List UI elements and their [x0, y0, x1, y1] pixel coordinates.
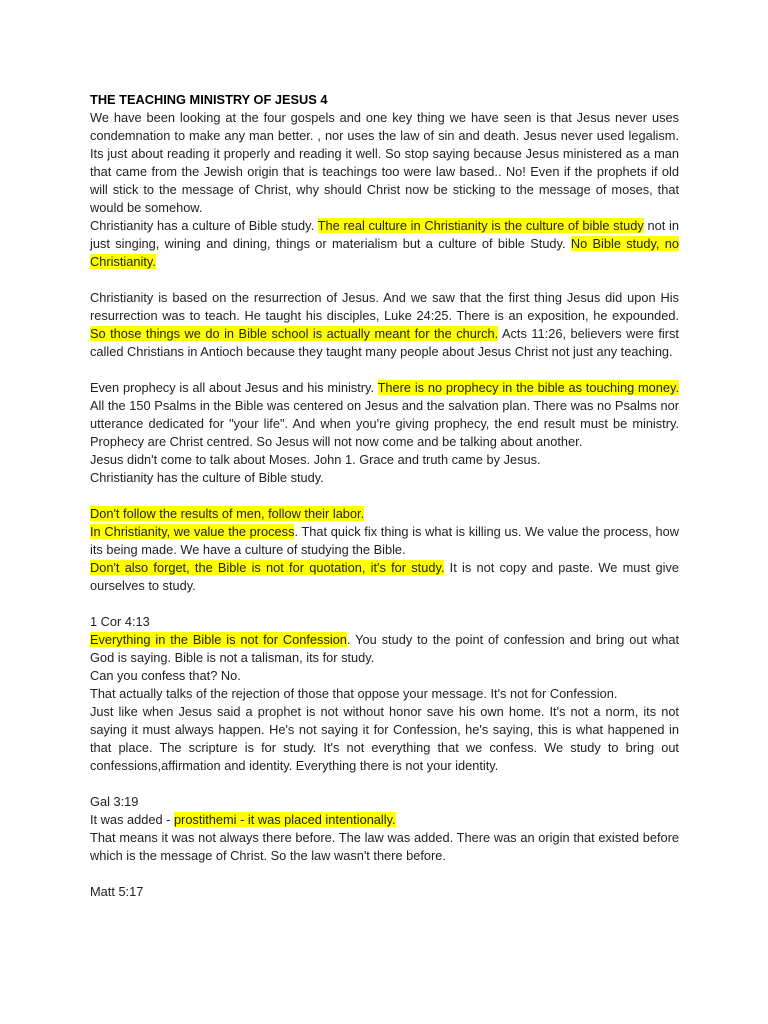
- text-run: Matt 5:17: [90, 884, 144, 899]
- highlighted-text: The real culture in Christianity is the culture of bible study: [317, 218, 644, 233]
- text-run: Gal 3:19: [90, 794, 139, 809]
- paragraph: [90, 793, 679, 811]
- document-body: [90, 109, 679, 901]
- paragraph-gap: [90, 487, 679, 505]
- paragraph: [90, 451, 679, 469]
- paragraph: [90, 613, 679, 631]
- text-run: We have been looking at the four gospels and one key thing we have seen is that Jesus never uses condemnation to make any man better. , nor uses the law of sin and death. Jesus never used legalism. Its just about reading it properly and reading it well. So stop saying because Jesus ministered as a man that came from the Jewish origin that is teachings too were law based.. No! Even if the prophets if old will stick to the message of Christ, why should Christ now be sticking to the message of moses, that would be somehow.: [90, 110, 679, 215]
- text-run: Jesus didn't come to talk about Moses. John 1. Grace and truth came by Jesus.: [90, 452, 541, 467]
- text-run: That means it was not always there before. The law was added. There was an origin that existed before which is the message of Christ. So the law wasn't there before.: [90, 830, 679, 863]
- paragraph: [90, 109, 679, 217]
- paragraph: [90, 379, 679, 451]
- paragraph: [90, 685, 679, 703]
- text-run: Can you confess that? No.: [90, 668, 241, 683]
- text-run: Christianity has the culture of Bible study.: [90, 470, 324, 485]
- paragraph: [90, 883, 679, 901]
- paragraph: [90, 217, 679, 271]
- text-run: not in just singing, wining and dining, things or materialism but a culture of bible Study.: [90, 218, 679, 251]
- text-run: It was added -: [90, 812, 174, 827]
- highlighted-text: Everything in the Bible is not for Confession: [90, 632, 347, 647]
- highlighted-text: There is no prophecy in the bible as touching money.: [377, 380, 679, 395]
- text-run: . You study to the point of confession and bring out what God is saying. Bible is not a talisman, its for study.: [90, 632, 679, 665]
- paragraph: [90, 469, 679, 487]
- text-run: It is not copy and paste. We must give ourselves to study.: [90, 560, 679, 593]
- highlighted-text: In Christianity, we value the process: [90, 524, 295, 539]
- paragraph: [90, 289, 679, 361]
- text-run: Even prophecy is all about Jesus and his ministry.: [90, 380, 378, 395]
- paragraph: [90, 667, 679, 685]
- paragraph-gap: [90, 271, 679, 289]
- highlighted-text: Don't also forget, the Bible is not for quotation, it's for study.: [90, 560, 445, 575]
- text-run: That actually talks of the rejection of those that oppose your message. It's not for Confession.: [90, 686, 618, 701]
- text-run: Acts 11:26, believers were first called Christians in Antioch because they taught many people about Jesus Christ not just any teaching.: [90, 326, 679, 359]
- text-run: 1 Cor 4:13: [90, 614, 150, 629]
- paragraph-gap: [90, 595, 679, 613]
- paragraph: [90, 523, 679, 559]
- paragraph-gap: [90, 361, 679, 379]
- text-run: Christianity has a culture of Bible study.: [90, 218, 318, 233]
- text-run: Just like when Jesus said a prophet is not without honor save his own home. It's not a norm, its not saying it must always happen. He's not saying it for Confession, he's saying, this is what happened in that place. The scripture is for study. It's not everything that we confess. We study to bring out confessions,affirmation and identity. Everything there is not your identity.: [90, 704, 679, 773]
- text-run: All the 150 Psalms in the Bible was centered on Jesus and the salvation plan. There was no Psalms nor utterance dedicated for "your life". And when you're giving prophecy, the end result must be ministry. Prophecy are Christ centred. So Jesus will not now come and be talking about another.: [90, 398, 679, 449]
- highlighted-text: No Bible study, no Christianity.: [90, 236, 679, 269]
- text-run: . That quick fix thing is what is killing us. We value the process, how its being made. We have a culture of studying the Bible.: [90, 524, 679, 557]
- paragraph: [90, 811, 679, 829]
- highlighted-text: prostithemi - it was placed intentionally.: [173, 812, 396, 827]
- paragraph-gap: [90, 865, 679, 883]
- document-title: THE TEACHING MINISTRY OF JESUS 4: [90, 92, 328, 107]
- paragraph: [90, 505, 679, 523]
- paragraph: [90, 829, 679, 865]
- text-run: Christianity is based on the resurrection of Jesus. And we saw that the first thing Jesus did upon His resurrection was to teach. He taught his disciples, Luke 24:25. There is an exposition, he expounded.: [90, 290, 679, 323]
- paragraph-gap: [90, 775, 679, 793]
- document-page: [90, 91, 679, 901]
- highlighted-text: Don't follow the results of men, follow their labor.: [90, 506, 365, 521]
- paragraph: [90, 631, 679, 667]
- paragraph: [90, 703, 679, 775]
- paragraph: [90, 559, 679, 595]
- highlighted-text: So those things we do in Bible school is actually meant for the church.: [90, 326, 499, 341]
